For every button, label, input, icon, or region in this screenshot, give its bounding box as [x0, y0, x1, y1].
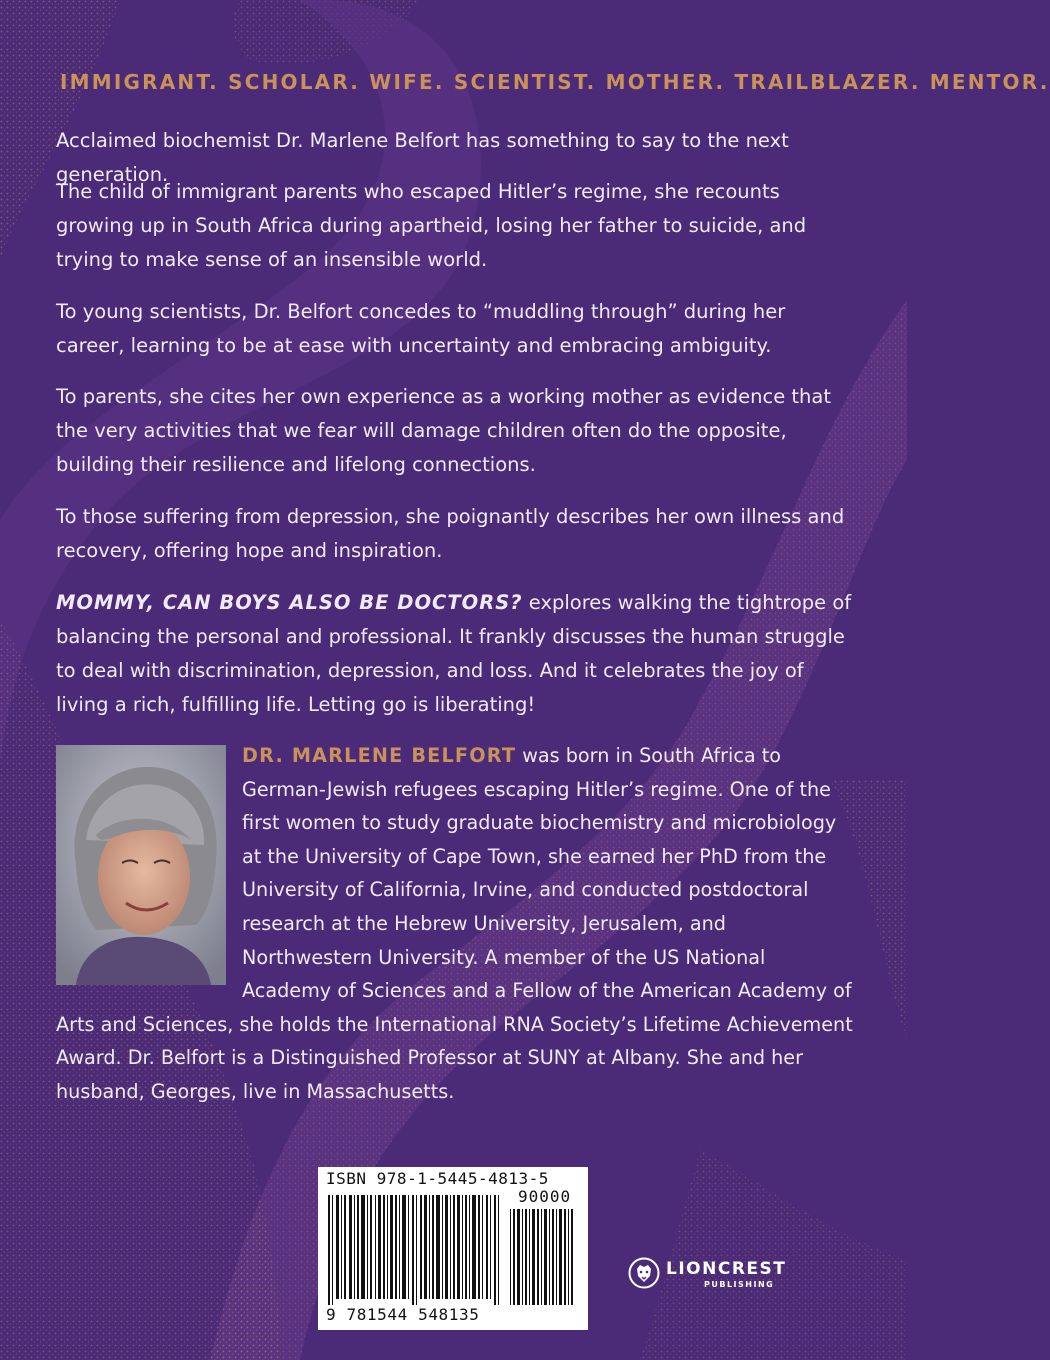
barcode-number: 9 781544 548135 — [326, 1305, 480, 1324]
barcode-bars — [324, 1195, 582, 1305]
lion-head-icon — [628, 1257, 660, 1289]
author-bio — [56, 739, 856, 1109]
childhood-paragraph: The child of immigrant parents who escaped Hitler’s regime, she recounts growing up in South Africa during apartheid, losing her father to suicide, and trying to make sense of an insensible world. — [56, 180, 807, 271]
publisher-subtitle: PUBLISHING — [704, 1280, 775, 1289]
publisher-name: LIONCREST — [666, 1259, 787, 1279]
tagline: IMMIGRANT. SCHOLAR. WIFE. SCIENTIST. MOTHER. TRAILBLAZER. MENTOR. — [60, 70, 1050, 94]
summary-paragraph — [56, 586, 856, 722]
author-name: DR. MARLENE BELFORT — [242, 744, 517, 767]
depression-paragraph: To those suffering from depression, she poignantly describes her own illness and recovery, offering hope and inspiration. — [56, 505, 845, 562]
bio-text: was born in South Africa to German-Jewish refugees escaping Hitler’s regime. One of the first women to study graduate biochemistry and microbiology at the University of Cape Town, she earned her PhD from the University of California, Irvine, and conducted postdoctoral research at the Hebrew University, Jerusalem, and Northwestern University. A member of the US National Academy of Sciences and a Fellow of the American Academy of Arts and Sciences, she holds the International RNA Society’s Lifetime Achievement Award. Dr. Belfort is a Distinguished Professor at SUNY at Albany. She and her husband, Georges, live in Massachusetts. — [56, 744, 853, 1103]
isbn-label: ISBN 978-1-5445-4813-5 — [326, 1169, 549, 1188]
intro-paragraph: Acclaimed biochemist Dr. Marlene Belfort has something to say to the next generation. — [56, 129, 789, 186]
book-title: MOMMY, CAN BOYS ALSO BE DOCTORS? — [56, 591, 523, 614]
author-photo — [56, 745, 226, 985]
parents-paragraph: To parents, she cites her own experience as a working mother as evidence that the very activities that we fear will damage children often do the opposite, building their resilience and lifelong connections. — [56, 385, 831, 476]
publisher-logo — [628, 1255, 818, 1295]
summary-text: explores walking the tightrope of balancing the personal and professional. It frankly discusses the human struggle to deal with discrimination, depression, and loss. And it celebrates the joy of living a rich, fulfilling life. Letting go is liberating! — [56, 591, 852, 716]
scientists-paragraph: To young scientists, Dr. Belfort concedes to “muddling through” during her career, learning to be at ease with uncertainty and embracing ambiguity. — [56, 300, 786, 357]
price-addon-number: 90000 — [518, 1187, 572, 1206]
isbn-barcode — [318, 1167, 588, 1330]
